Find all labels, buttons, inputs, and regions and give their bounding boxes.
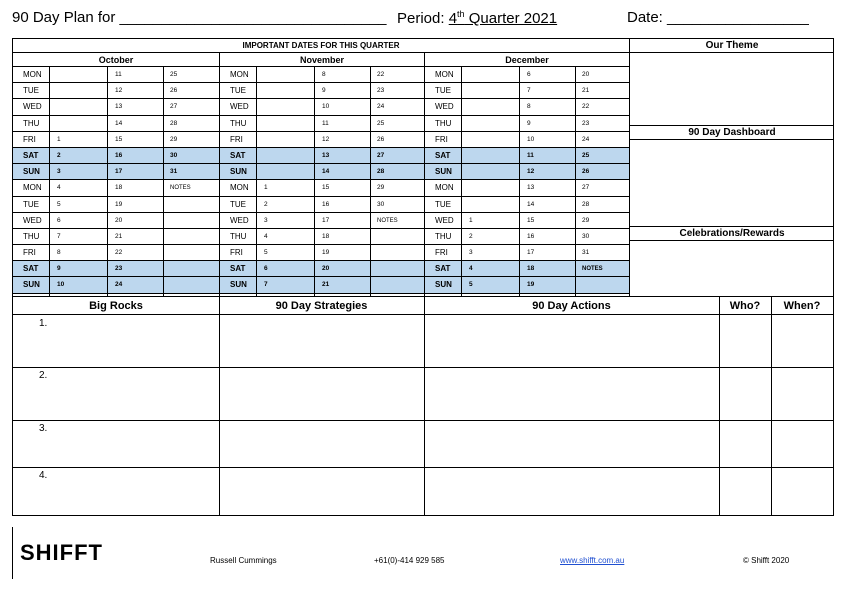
period-rest: Quarter 2021 <box>464 10 558 27</box>
date-cell: 31 <box>170 168 178 176</box>
calendar-row[interactable] <box>13 132 219 148</box>
date-cell: 8 <box>322 71 326 78</box>
period-number: 4 <box>448 10 458 27</box>
date-cell: 18 <box>527 265 535 273</box>
day-name: WED <box>435 215 454 225</box>
day-name: TUE <box>23 199 39 209</box>
day-name: THU <box>23 231 40 241</box>
date-cell: 22 <box>582 103 590 111</box>
day-name: SAT <box>23 150 39 160</box>
date-cell: 23 <box>115 265 123 273</box>
our-theme-box[interactable] <box>630 53 834 126</box>
divider <box>424 297 425 515</box>
calendar-row[interactable] <box>425 67 629 83</box>
date-cell: 29 <box>377 184 385 192</box>
date-cell: 3 <box>264 216 268 224</box>
important-dates-calendar <box>12 38 834 297</box>
date-cell: 17 <box>322 216 330 224</box>
row-number: 4. <box>39 470 48 481</box>
date-cell: 2 <box>264 200 268 208</box>
divider <box>314 67 315 297</box>
date-cell: 4 <box>264 232 268 240</box>
date-cell: 5 <box>469 281 473 289</box>
date-cell: 26 <box>377 135 385 143</box>
date-cell: 10 <box>527 135 535 143</box>
row-number: 1. <box>39 318 48 329</box>
plan-for-label: 90 Day Plan for ________________________________ <box>12 9 387 26</box>
divider <box>107 67 108 297</box>
period-label <box>397 9 557 27</box>
date-cell: 10 <box>322 103 330 111</box>
divider <box>163 67 164 297</box>
day-name: WED <box>23 215 42 225</box>
day-name: SAT <box>435 264 451 274</box>
date-cell: 12 <box>322 135 330 143</box>
notes-label: NOTES <box>170 185 191 192</box>
dashboard-heading: 90 Day Dashboard <box>630 126 834 140</box>
date-cell: 11 <box>115 71 122 78</box>
date-cell: 2 <box>57 151 61 159</box>
date-cell: 15 <box>115 135 123 143</box>
date-cell: 26 <box>170 87 178 95</box>
date-cell: 25 <box>377 119 385 127</box>
calendar-row[interactable] <box>220 67 424 83</box>
calendar-row[interactable] <box>220 116 424 132</box>
date-cell: 25 <box>582 151 590 159</box>
date-cell: 17 <box>527 249 535 257</box>
day-name: SAT <box>230 150 246 160</box>
calendar-row[interactable] <box>13 197 219 213</box>
divider <box>519 67 520 297</box>
date-label: Date: _________________ <box>627 9 809 26</box>
day-name: SUN <box>230 167 247 177</box>
divider <box>13 420 833 421</box>
date-cell: 28 <box>377 168 385 176</box>
celebrations-box[interactable] <box>630 241 834 296</box>
calendar-row[interactable] <box>425 132 629 148</box>
calendar-row[interactable] <box>220 132 424 148</box>
date-cell: 11 <box>527 151 534 159</box>
calendar-row[interactable] <box>13 99 219 115</box>
important-dates-title: IMPORTANT DATES FOR THIS QUARTER <box>13 39 629 53</box>
calendar-row[interactable] <box>220 261 424 277</box>
date-cell: 20 <box>115 216 123 224</box>
date-cell: 13 <box>527 184 535 192</box>
period-value <box>449 10 557 27</box>
calendar-row[interactable] <box>13 83 219 99</box>
date-cell: 17 <box>115 168 123 176</box>
when-header: When? <box>771 297 833 315</box>
date-cell: 20 <box>582 71 590 78</box>
date-cell: 29 <box>170 135 178 143</box>
divider <box>13 367 833 368</box>
day-name: TUE <box>435 199 451 209</box>
shifft-logo: SHIFFT <box>20 540 103 565</box>
date-cell: 24 <box>582 135 590 143</box>
date-cell: 27 <box>170 103 178 111</box>
calendar-row[interactable] <box>425 180 629 196</box>
date-cell: 27 <box>582 184 590 192</box>
date-cell: 9 <box>527 119 531 127</box>
month-november <box>219 53 424 297</box>
date-cell: 4 <box>469 265 473 273</box>
calendar-row[interactable] <box>13 116 219 132</box>
month-october <box>13 53 219 297</box>
calendar-row[interactable] <box>13 277 219 293</box>
calendar-row[interactable] <box>425 277 629 293</box>
date-cell: 19 <box>115 200 123 208</box>
calendar-row[interactable] <box>13 180 219 196</box>
calendar-row[interactable] <box>220 229 424 245</box>
calendar-row[interactable] <box>425 83 629 99</box>
calendar-row[interactable] <box>13 261 219 277</box>
date-cell: 9 <box>57 265 61 273</box>
celebrations-heading: Celebrations/Rewards <box>630 227 834 241</box>
divider <box>49 67 50 297</box>
date-cell: 28 <box>582 200 590 208</box>
calendar-row[interactable] <box>220 83 424 99</box>
date-cell: 21 <box>322 281 330 289</box>
day-name: WED <box>230 215 249 225</box>
date-cell: 7 <box>57 232 61 240</box>
date-cell: 11 <box>322 119 329 127</box>
month-name: December <box>425 53 629 67</box>
divider <box>719 297 720 515</box>
calendar-row[interactable] <box>13 213 219 229</box>
date-cell: 8 <box>527 103 531 111</box>
date-cell: 22 <box>377 71 385 78</box>
day-name: FRI <box>230 134 243 144</box>
date-cell: 15 <box>527 216 535 224</box>
calendar-row[interactable] <box>220 180 424 196</box>
day-name: WED <box>435 102 454 112</box>
date-cell: 2 <box>469 232 473 240</box>
date-cell: 31 <box>582 249 590 257</box>
day-name: THU <box>23 118 40 128</box>
date-cell: 30 <box>582 232 590 240</box>
contact-phone: +61(0)-414 929 585 <box>374 556 445 565</box>
divider <box>461 67 462 297</box>
divider <box>256 67 257 297</box>
date-cell: 22 <box>115 249 123 257</box>
date-cell: 19 <box>527 281 535 289</box>
date-cell: 19 <box>322 249 330 257</box>
day-name: TUE <box>230 86 246 96</box>
calendar-row[interactable] <box>13 245 219 261</box>
divider <box>13 467 833 468</box>
date-cell: 14 <box>115 119 123 127</box>
divider <box>771 297 772 515</box>
date-cell: 30 <box>377 200 385 208</box>
date-cell: 6 <box>57 216 61 224</box>
calendar-row[interactable] <box>13 164 219 180</box>
copyright: © Shifft 2020 <box>743 556 790 565</box>
day-name: SUN <box>23 167 40 177</box>
date-cell: 6 <box>527 71 531 78</box>
calendar-row[interactable] <box>220 213 424 229</box>
date-cell: 18 <box>322 232 330 240</box>
day-name: MON <box>230 70 249 79</box>
divider <box>219 297 220 515</box>
day-name: TUE <box>435 86 451 96</box>
date-cell: 5 <box>264 249 268 257</box>
date-cell: 7 <box>527 87 531 95</box>
day-name: WED <box>23 102 42 112</box>
calendar-row[interactable] <box>425 148 629 164</box>
day-name: FRI <box>435 134 448 144</box>
date-cell: 18 <box>115 184 123 192</box>
calendar-row[interactable] <box>220 197 424 213</box>
date-cell: 21 <box>115 232 123 240</box>
calendar-row[interactable] <box>13 67 219 83</box>
day-name: SUN <box>435 167 452 177</box>
date-cell: 12 <box>527 168 535 176</box>
day-name: FRI <box>435 248 448 258</box>
calendar-row[interactable] <box>425 164 629 180</box>
date-cell: 23 <box>377 87 385 95</box>
date-cell: 23 <box>582 119 590 127</box>
date-cell: 16 <box>527 232 535 240</box>
date-cell: 29 <box>582 216 590 224</box>
day-name: TUE <box>23 86 39 96</box>
date-cell: 1 <box>57 135 61 143</box>
row-number: 3. <box>39 423 48 434</box>
row-number: 2. <box>39 370 48 381</box>
calendar-row[interactable] <box>220 99 424 115</box>
day-name: THU <box>230 118 247 128</box>
calendar-row[interactable] <box>425 213 629 229</box>
strategies-header: 90 Day Strategies <box>219 297 424 315</box>
contact-name: Russell Cummings <box>210 556 277 565</box>
calendar-row[interactable] <box>425 261 629 277</box>
calendar-row[interactable] <box>425 245 629 261</box>
date-cell: 13 <box>322 151 330 159</box>
date-cell: 3 <box>57 168 61 176</box>
day-name: MON <box>23 183 42 193</box>
period-prefix: Period: <box>397 10 449 27</box>
date-cell: 8 <box>57 249 61 257</box>
date-cell: 1 <box>469 216 473 224</box>
calendar-row[interactable] <box>220 245 424 261</box>
calendar-row[interactable] <box>220 277 424 293</box>
day-name: SAT <box>23 264 39 274</box>
date-cell: 25 <box>170 71 178 78</box>
day-name: SUN <box>230 280 247 290</box>
dashboard-box[interactable] <box>630 140 834 227</box>
date-cell: 14 <box>322 168 330 176</box>
date-cell: 28 <box>170 119 178 127</box>
footer-divider <box>12 527 13 579</box>
day-name: MON <box>435 183 454 193</box>
calendar-row[interactable] <box>425 99 629 115</box>
day-name: THU <box>435 118 452 128</box>
date-cell: 6 <box>264 265 268 273</box>
date-cell: 4 <box>57 184 61 192</box>
side-panel <box>629 39 834 296</box>
our-theme-heading: Our Theme <box>630 39 834 53</box>
date-cell: 3 <box>469 249 473 257</box>
date-cell: 15 <box>322 184 330 192</box>
date-cell: 24 <box>377 103 385 111</box>
notes-label: NOTES <box>377 217 398 224</box>
calendar-row[interactable] <box>13 148 219 164</box>
day-name: THU <box>230 231 247 241</box>
day-name: MON <box>435 70 454 79</box>
day-name: TUE <box>230 199 246 209</box>
day-name: SAT <box>435 150 451 160</box>
date-cell: 26 <box>582 168 590 176</box>
day-name: SAT <box>230 264 246 274</box>
big-rocks-header: Big Rocks <box>13 297 219 315</box>
calendar-row[interactable] <box>220 164 424 180</box>
date-cell: 20 <box>322 265 330 273</box>
month-name: November <box>220 53 424 67</box>
date-cell: 7 <box>264 281 268 289</box>
day-name: FRI <box>23 134 36 144</box>
day-name: FRI <box>230 248 243 258</box>
date-cell: 27 <box>377 151 385 159</box>
day-name: SUN <box>435 280 452 290</box>
date-cell: 16 <box>322 200 330 208</box>
day-name: WED <box>230 102 249 112</box>
date-cell: 16 <box>115 151 123 159</box>
date-cell: 9 <box>322 87 326 95</box>
date-cell: 24 <box>115 281 123 289</box>
date-cell: 12 <box>115 87 123 95</box>
who-header: Who? <box>719 297 771 315</box>
calendar-row[interactable] <box>425 197 629 213</box>
date-cell: 30 <box>170 151 178 159</box>
plan-grid <box>12 297 834 516</box>
date-cell: 21 <box>582 87 590 95</box>
day-name: MON <box>23 70 42 79</box>
date-cell: 1 <box>264 184 268 192</box>
divider <box>575 67 576 297</box>
calendar-row[interactable] <box>425 229 629 245</box>
period-suffix: th <box>457 9 465 19</box>
day-name: FRI <box>23 248 36 258</box>
day-name: SUN <box>23 280 40 290</box>
divider <box>370 67 371 297</box>
month-december <box>424 53 629 297</box>
actions-header: 90 Day Actions <box>424 297 719 315</box>
month-name: October <box>13 53 219 67</box>
date-cell: 14 <box>527 200 535 208</box>
day-name: THU <box>435 231 452 241</box>
date-cell: 5 <box>57 200 61 208</box>
day-name: MON <box>230 183 249 193</box>
website-link[interactable]: www.shifft.com.au <box>560 556 625 565</box>
calendar-row[interactable] <box>425 116 629 132</box>
calendar-row[interactable] <box>220 148 424 164</box>
date-cell: 13 <box>115 103 123 111</box>
date-cell: 10 <box>57 281 65 289</box>
notes-label: NOTES <box>582 266 603 273</box>
calendar-row[interactable] <box>13 229 219 245</box>
